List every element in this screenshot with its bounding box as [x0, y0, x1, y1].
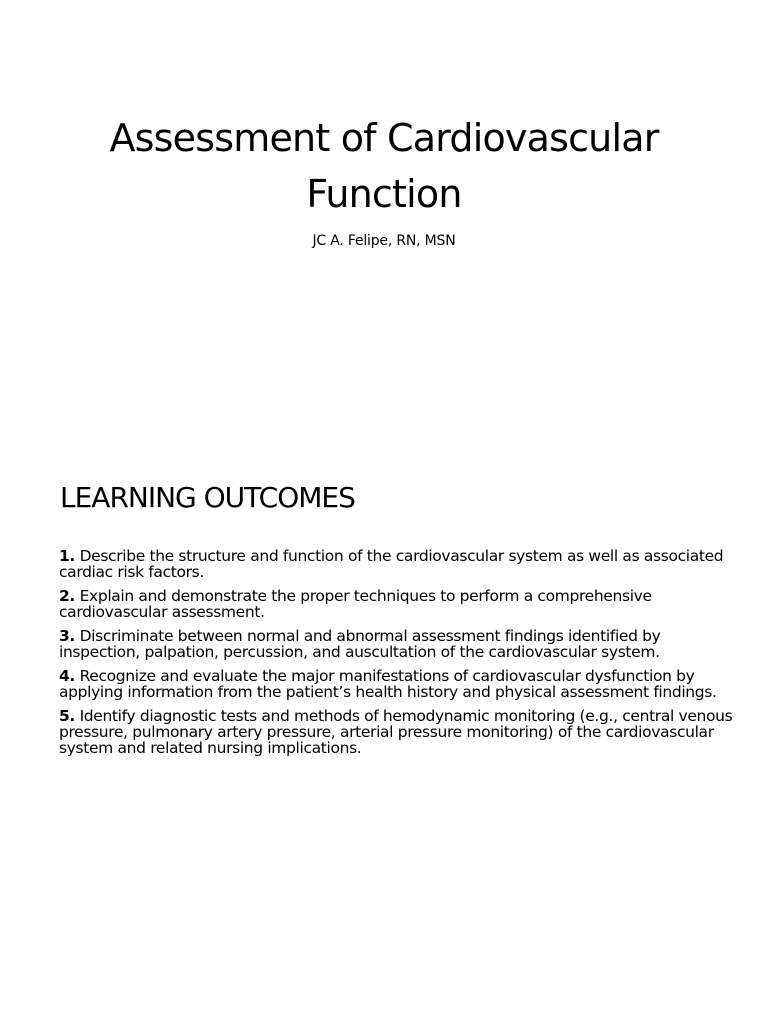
- outcome-text: Discriminate between normal and abnormal assessment findings identified by inspection, palpation, percussion, and auscultation of the cardiovascular system.: [59, 627, 661, 661]
- outcome-number: 4.: [59, 667, 75, 685]
- outcome-text: Identify diagnostic tests and methods of hemodynamic monitoring (e.g., central venous pressure, pulmonary artery pressure, arterial pressure monitoring) of the cardiovascular system and related nursing implications.: [59, 707, 733, 757]
- outcome-item-1: [59, 548, 739, 580]
- outcome-text: Explain and demonstrate the proper techniques to perform a comprehensive cardiovascular assessment.: [59, 587, 652, 621]
- title-slide: [0, 0, 768, 430]
- outcome-number: 3.: [59, 627, 75, 645]
- learning-outcomes-slide: [0, 430, 768, 1024]
- outcome-number: 5.: [59, 707, 75, 725]
- outcomes-heading: LEARNING OUTCOMES: [60, 481, 355, 514]
- outcome-item-4: [59, 668, 739, 700]
- outcome-item-3: [59, 628, 739, 660]
- outcome-item-2: [59, 588, 739, 620]
- outcomes-list: [59, 548, 739, 764]
- outcome-text: Recognize and evaluate the major manifestations of cardiovascular dysfunction by applying information from the patient’s health history and physical assessment findings.: [59, 667, 717, 701]
- outcome-item-5: [59, 708, 739, 756]
- title-line-1: Assessment of Cardiovascular: [109, 116, 659, 160]
- author-credit: JC A. Felipe, RN, MSN: [312, 233, 456, 249]
- title-line-2: Function: [306, 172, 462, 216]
- presentation-title: [40, 110, 728, 222]
- outcome-number: 1.: [59, 547, 75, 565]
- outcome-number: 2.: [59, 587, 75, 605]
- outcome-text: Describe the structure and function of the cardiovascular system as well as associated cardiac risk factors.: [59, 547, 724, 581]
